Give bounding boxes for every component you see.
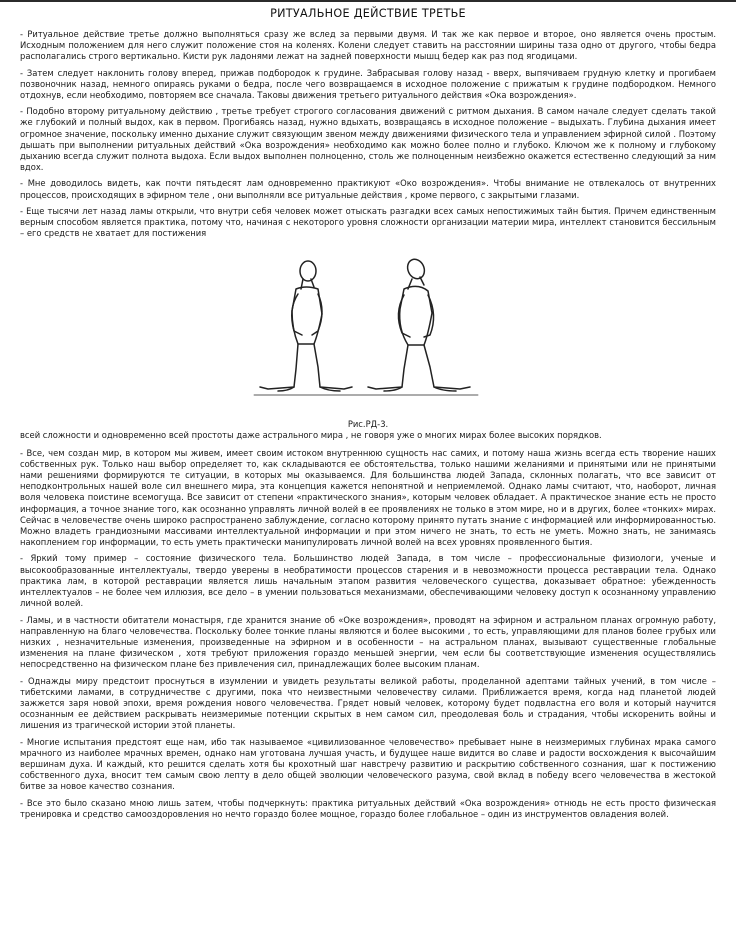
figure-upright [260, 261, 352, 391]
figure-caption: Рис.РД-3. [347, 419, 389, 430]
kneeling-figures-drawing [248, 239, 488, 409]
paragraph: - Мне доводилось видеть, как почти пятьдесят лам одновременно практикуют «Око возрождения». Чтобы внимание не отвлекалось от внутренних процессов, происходящих в эфирном теле , они выполняли все ритуальные действия , кроме первого, с закрытыми глазами. [20, 178, 716, 200]
paragraph: - Однажды миру предстоит проснуться в изумлении и увидеть результаты великой работы, проделанной адептами тайных учений, в том числе – тибетскими ламами, в сотрудничестве с другими, пока что неизвестными человечеству силами. Приближается время, когда над планетой людей зажжется заря новой эпохи, время рождения нового человечества. Грядет новый человек, которому будет подвластна его воля и который научится осознанным ее действием раскрывать неизмеримые потенции скрытых в нем самом сил, преодолевая боль и страдания, чтобы искоренить войны и лишения из трагической истории этой планеты. [20, 675, 716, 731]
intro-section [20, 29, 716, 239]
continuation-text: всей сложности и одновременно всей простоты даже астрального мира , не говоря уже о многих мирах более высоких порядков. [20, 430, 602, 441]
paragraph: - Все это было сказано мною лишь затем, чтобы подчеркнуть: практика ритуальных действий «Ока возрождения» отнюдь не есть просто физическая тренировка и средство самооздоровления но нечто гораздо более мощное, гораздо более глобальное – один из инструментов овладения волей. [20, 797, 716, 819]
paragraph: - Ламы, и в частности обитатели монастыря, где хранится знание об «Оке возрождения», проводят на эфирном и астральном планах огромную работу, направленную на благо человечества. Поскольку более тонкие планы являются и более высокими , то есть, управляющими для планов более грубых или низких , незначительные изменения, произведенные на эфирном и в особенности – на астральном планах, вызывают существенные глобальные изменения на плане физическом , хотя требуют приложения гораздо меньшей энергии, чем если бы соответствующие изменения осуществлялись непосредственно на физическом плане без привлечения сил, принадлежащих более высоким планам. [20, 614, 716, 670]
paragraph: - Яркий тому пример – состояние физического тела. Большинство людей Запада, в том числе – профессиональные физиологи, ученые и высокообразованные интеллектуалы, твердо уверены в необратимости процессов старения и в невозможности процесса реставрации тела. Однако практика лам, в которой реставрации является лишь начальным этапом развития человеческого существа, доказывает обратное: убежденность интеллектуалов – не более чем иллюзия, все дело – в умении пользоваться механизмами, обеспечивающими человеку доступ к осознанному управлению личной волей. [20, 553, 716, 609]
paragraph: - Еще тысячи лет назад ламы открыли, что внутри себя человек может отыскать разгадки всех самых непостижимых тайн бытия. Причем единственным верным способом является практика, потому что, начиная с некоторого уровня сложности организации материи мира, интеллект становится бессильным – его средств не хватает для постижения [20, 205, 716, 239]
paragraph: - Затем следует наклонить голову вперед, прижав подбородок к грудине. Забрасывая голову назад - вверх, выпячиваем грудную клетку и прогибаем позвоночник назад, немного опираясь руками о бедра, после чего возвращаемся в исходное положение с прижатым к грудине подбородком. Немного отдохнув, если необходимо, повторяем все сначала. Таковы движения третьего ритуального действия «Ока возрождения». [20, 67, 716, 101]
paragraph: - Многие испытания предстоят еще нам, ибо так называемое «цивилизованное человечество» пребывает ныне в неизмеримых глубинах мрака самого мрачного из наиболее мрачных времен, однако нам уготована лучшая участь, и будущее наше видится во славе и радости восхождения к высочайшим вершинам духа. И каждый, кто решится сделать хотя бы крохотный шаг навстречу развитию и раскрытию собственного сознания, шаг к постижению собственного духа, вносит тем самым свою лепту в дело общей эволюции человеческого разума, свой вклад в победу всего человечества в жестокой битве за новое качество сознания. [20, 736, 716, 792]
body-section [20, 448, 716, 820]
paragraph: - Ритуальное действие третье должно выполняться сразу же вслед за первыми двумя. И так же как первое и второе, оно является очень простым. Исходным положением для него служит положение стоя на коленях. Колени следует ставить на расстоянии ширины таза одно от другого, чтобы бедра располагались строго вертикально. Кисти рук ладонями лежат на задней поверхности мышц бедер как раз под ягодицами. [20, 29, 716, 62]
figure-arched [368, 257, 470, 391]
paragraph: - Все, чем создан мир, в котором мы живем, имеет своим истоком внутреннюю сущность нас самих, и потому наша жизнь всегда есть творение наших собственных рук. Только наш выбор определяет то, как складываются ее обстоятельства, только нашими желаниями и принятыми или не принятыми нами решениями формируются те ситуации, в которых мы оказываемся. Для большинства людей Запада, склонных полагать, что все зависит от неподконтрольных нашей воле сил внешнего мира, эта концепция кажется непонятной и неприемлемой. Однако ламы считают, что, наоборот, личная воля человека поистине всемогуща. Все зависит от степени «практического знания», которым человек обладает. А практическое знание есть не просто информация, а точное знание того, как осознанно управлять личной волей в ее проявлениях не только в этом мире, но и в других, более «тонких» мирах. Сейчас в человечестве очень широко распространено заблуждение, согласно которому принято путать знание с информацией или информированностью. Можно владеть грандиозными массивами интеллектуальной информации и при этом ничего не знать, то есть не уметь. Можно знать, не занимаясь накоплением гор информации, то есть уметь практически манипулировать личной волей на всех уровнях проявленного бытия. [20, 447, 716, 548]
top-rule [0, 0, 736, 2]
paragraph: - Подобно второму ритуальному действию , третье требует строгого согласования движений с ритмом дыхания. В самом начале следует сделать такой же глубокий и полный выдох, как в первом. Прогибаясь назад, нужно вдыхать, возвращаясь в исходное положение – выдыхать. Глубина дыхания имеет огромное значение, поскольку именно дыхание служит связующим звеном между движениями физического тела и управлением эфирной силой . Поэтому дышать при выполнении ритуальных действий «Ока возрождения» необходимо как можно более полно и глубоко. Ключом же к полному и глубокому дыханию всегда служит полнота выдоха. Если выдох выполнен полноценно, столь же полноценным неизбежно окажется естественно следующий за ним вдох. [20, 106, 716, 173]
exercise-illustration [20, 239, 716, 419]
page-title: РИТУАЛЬНОЕ ДЕЙСТВИЕ ТРЕТЬЕ [270, 7, 466, 20]
